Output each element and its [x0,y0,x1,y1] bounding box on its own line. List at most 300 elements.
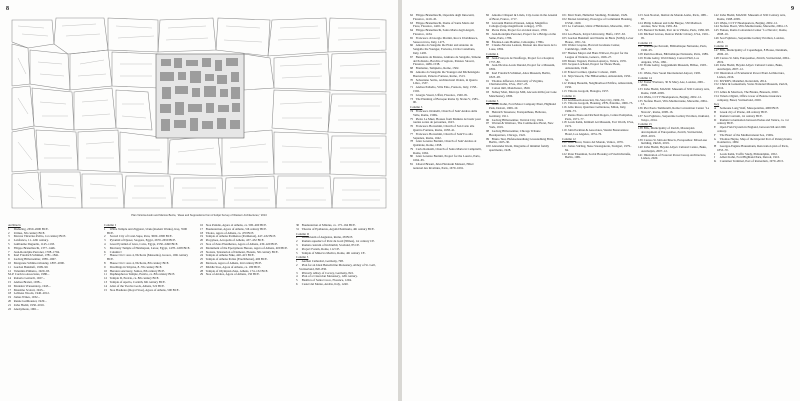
entry-number: 31 [296,226,300,231]
entry-text: Francesco Borromini, Church of Sant’Ivo alla Sapienza, Rome, 1642. [413,131,473,140]
entry-number: 10 [104,268,108,273]
entry-number: 94 [486,102,490,107]
entry-number: 4 [296,274,298,279]
column-heading: Column 5 [296,255,309,260]
entry-text: Karl Friedrich Schinkel, 1781–1841. [13,253,60,258]
list-item [714,95,792,103]
column-heading: Column 13 [638,40,652,45]
entry-text: Pyramid of Djoser, Saqqara, Egypt, 2670–2650 BCE. [109,238,176,243]
entry-number: 106 [562,43,567,48]
entry-text: Roman aqueduct of Pont du Gard (Nîmes), 1st century CE. [301,239,375,244]
entry-text: Christ & Gantenbein, Swiss National Museum, Zurich, 2016. [717,82,788,91]
entry-text: Valentina Pinheiro, 1929–93. [13,268,50,273]
caption-list [8,228,96,312]
entry-number: 108 [562,58,567,63]
entry-number: 9 [8,257,10,262]
entry-text: Column I [109,249,122,254]
entry-text: Gian Lorenzo Bernini, Project for the Louvre, Paris, 1664–65. [413,154,481,163]
entry-number: 20 [200,238,204,243]
entry-text: Stoions, Telesterion of Demeter, Eleusis, 5th century BCE. [205,249,279,254]
entry-text: Marcus Vitruvius Pollio, 1st century BCE. [13,234,67,239]
entry-number: 12 [104,276,108,281]
entry-number: 5 [296,278,298,283]
entry-number: 6 [104,249,106,254]
left-column-4 [296,224,390,396]
entry-number: 149 [714,63,719,68]
entry-text: Francesco Orsinelli, Church of Sant’Andrea della Valle, Rome, 1590s. [413,108,478,117]
entry-number: 119 [562,127,567,132]
entry-text: Heinrich Tessenow, Festspielhaus, Hellerau, Germany, 1911. [489,109,547,118]
entry-number: 124 [638,20,643,25]
entry-number: 10 [8,260,12,265]
left-column-3 [200,224,288,396]
entry-text: Gordon Bunshaft and Natalie de Blois (SOM), Lever House, 1951–52. [565,35,634,44]
entry-text: BIG, Municipality of Zurich, Masterplan development of Europaallee, Zurich, Switzerland, 2003–2019. [641,126,703,138]
entry-number: 91 [486,78,490,83]
entry-number: 1 [296,259,298,264]
entry-text: Filippo Brunelleschi, Ospedale degli Innocenti, Florence, 1419–45. [413,14,475,21]
entry-text: Étienne-Louis Boullée, Cénotaphe, 1780s. [491,39,545,44]
entry-number: M–P [8,272,15,277]
list-item [714,37,792,45]
entry-number: 130 [638,63,643,68]
entry-number: 139 [638,137,643,142]
entry-text: Container Terminal, Port of Rotterdam, 1970–2015. [719,159,784,164]
entry-number: 128 [638,51,643,56]
entry-text: James Stirling, Neue Staatsgalerie, Stuttgart, 1979–84. [565,144,632,152]
entry-text: Renée Gailhoustet, 1929–. [13,298,47,303]
entry-text: Aachen Cathedral, Germany, 798. [301,259,344,264]
entry-text: Daphnephoros Temple, Eretria, ca. 8th century BCE. [109,272,176,277]
entry-number: 9 [104,264,106,269]
figure-caption: Plan Victoria Austin and Marcos Berria, “Ideas and Suppositions from A Subjet Survey of Western Architectures,” 2013 [131,214,267,217]
entry-text: Cordova Associates, 1980–. [14,272,50,277]
entry-number: 110 [562,69,567,74]
list-item [104,289,192,293]
entry-number: 65 [410,35,414,40]
entry-text: MVRDV, Markthal, Rotterdam, 2014. [719,78,767,83]
entry-number: 88 [486,55,490,60]
entry-number: 135 [638,98,643,103]
entry-number: 21 [8,302,12,307]
entry-text: Ludwig Hilberseimer, 1885–1967. [13,257,57,262]
entry-text: BIG, Municipality of Copenhagen, 8 House, Denmark, 2006–10. [717,48,788,56]
entry-number: 87 [486,43,490,48]
right-column-4 [638,14,710,397]
entry-number: 15 [8,279,12,284]
entry-number: 145 [714,28,719,33]
entry-number: 82 [486,14,490,17]
entry-text: Mausoleum of Augustus, Rome, 28 BCE. [301,235,354,240]
entry-number: 92 [486,86,490,91]
entry-text: Mauro Vegezzi, Pontoon Anoiyo, Venice, 1935. [567,58,627,63]
entry-number: 152 [714,82,719,87]
entry-text: Temple of Minerva Medica, Rome, 4th century CE. [301,250,366,255]
entry-text: Valerio Olgiati, Office tower of Baloise insurance company, Basel, Switzerland, 2020. [717,93,782,102]
entry-number: 77 [410,131,414,136]
entry-text: Bernard Tschumi, Parc de la Villette, Paris, 1982–98. [643,28,710,33]
entry-number: 109 [562,62,567,67]
entry-text: Filippo Brunelleschi, 1377–1446. [13,245,56,250]
entry-text: Archizoom Associati, No-Stop City, 1969–72. [567,97,625,102]
entry-text: Bouleuterion, Agora of Athens, 5th century BCE. [205,226,267,231]
list-item [486,44,558,52]
entry-text: Dwellings in Smyrna, 8–7th century BCE. [109,264,163,269]
entry-number: 126 [638,31,643,36]
entry-number: 120 [562,140,567,145]
entry-number: 144 [714,24,719,29]
entry-text: Anonymous, 1961–. [13,306,39,311]
entry-number: A [714,106,717,111]
entry-number: 74 [410,108,414,113]
entry-text: Thomas Jefferson, University of Virginia, Charlottesville, USA, 1817–25. [489,78,544,87]
entry-text: Warren & Wetmore, The Commodore Hotel, New York, 1919. [489,121,554,130]
entry-text: Leo Baeck, Kiryat University, Haifa, 1957–63. [567,31,626,36]
right-column-2 [486,14,558,397]
entry-text: Cotton mill, Manchester, 1820. [491,86,531,91]
entry-number: 23 [200,249,204,254]
entry-text: Jean Nouvel, Institut du Monde Arabe, Paris, 1981–87. [641,14,709,21]
entry-text: Karl Friedrich Schinkel, Altes Museum, Berlin, 1823–28. [489,70,551,79]
list-item [8,308,96,312]
entry-text: Lanfranco, 11–12th century. [13,238,49,243]
entry-number: 99 [486,136,490,141]
entry-text: Filippo Brunelleschi, Santa Maria degli Angeli, Florence, 1434. [413,28,475,36]
entry-text: Lebbeus Woods, 1940–2012. [13,291,50,296]
entry-number: 134 [638,94,643,99]
entry-number: 3 [296,270,298,275]
entry-number: 2 [8,230,10,235]
entry-text: Stoa of Attalos, Agora of Athens, 150 BCE. [205,272,260,277]
entry-text: Roberto Gottardi, 1927–. [13,276,45,281]
entry-text: Le Corbusier, Unité d’Habitation, Marseille, 1947–52. [565,24,632,33]
entry-text: Aldo Rossi, Teatro del Mondo, Venice, 1979. [567,140,624,145]
entry-number: 107 [562,50,567,55]
entry-text: Giovanni Battista Piranesi, Ampio Magnifico Collegio (large magnificent college), 1750. [489,20,548,29]
entry-text: Theatre of Epidaurus, Argolid Peninsula, 4th century BCE. [301,226,375,231]
entry-number: G [714,136,717,141]
entry-text: John Portman & Associates, Westin Bonaventure Hotel, Los Angeles, 1974–76. [565,127,629,136]
entry-text: Roman Colonization between Padua and Venice, ca. 1st century BCE. [717,117,789,126]
site-plan-drawing [8,14,390,212]
entry-text: Fuksas, Roma Convention Center ‘La Nuvola’, Rome, 2008–16. [717,28,788,36]
entry-text: Aldo Rossi, Quartiere Gallaratese, Milan, Italy, 1969–73. [565,105,627,113]
right-column-1 [410,14,482,397]
entry-number: 66 [410,43,414,48]
entry-text: Louis Kahn, Traffic Study, Philadelphia, 1952. [719,151,778,156]
entry-text: Bouleuterion of Miletus, ca. 175–164 BCE. [301,224,356,227]
entry-number: 104 [562,31,567,36]
entry-number: 3 [104,238,106,243]
entry-text: Gian Lorenzo Bernini, Church of Sant’Andrea al Quirinale, Rome, 1658. [413,139,477,148]
entry-number: 11 [104,272,107,277]
entry-number: 121 [562,144,567,149]
entry-number: 5 [104,245,106,250]
entry-number: 75 [410,116,414,121]
entry-number: 96 [486,117,490,122]
entry-text: Castel del Monte, Andria, Italy, 1240. [301,281,349,286]
entry-number: D [714,117,717,122]
column-heading: Column 11 [562,93,576,98]
left-column-2 [104,224,192,396]
entry-text: Stefano Boeri, Villa Mediterranée, Marseille, 2004–13. [719,24,789,29]
entry-number: 81 [410,162,414,167]
entry-number: 131 [638,70,643,75]
page-number: 8 [6,6,9,12]
entry-number: 71 [410,85,414,90]
entry-number: 137 [638,113,643,118]
entry-number: 2 [296,262,298,267]
entry-text: Middle Stoa, Agora of Athens, ca. 180 BCE. [205,264,261,269]
entry-number: 18 [200,230,204,235]
entry-text: Zaha Hadid, Heydar Aliyev Cultural Centre, Baku, Azerbaijan, 2007–12. [717,63,783,72]
entry-number: 147 [714,48,719,53]
entry-text: Antonio da Sangallo the Elder and Antonio da Sangallo the Younger, Fortezza, Civita Castellana, Italy, 1495. [413,43,476,55]
list-item [714,160,792,164]
entry-number: 6 [296,281,298,286]
entry-number: 18 [8,291,12,296]
entry-text: Illustration of Forecast Power Group Architecture, Lisbon, 2020. [641,152,707,161]
entry-number: 132 [638,79,643,84]
entry-text: Francesco Borromini, Church of San Carlo alle Quattro Fontane, Rome, 1638–41. [413,124,475,132]
entry-text: Roman Castrum, 1st century BCE. [719,113,763,118]
entry-number: K [714,159,717,164]
entry-number: 141 [638,152,643,157]
entry-number: 93 [486,89,490,94]
entry-text: Antonio Chiaperi & Linda, City-Gates in the Arsenal of Brest, France, 1717. [489,14,558,21]
entry-text: Sacred City of Caral-Supe, Peru, 3000–1800 BCE. [109,234,173,239]
entry-number: 16 [8,283,12,288]
entry-number: 148 [714,55,719,60]
entry-number: 2 [104,234,106,239]
entry-text: Mortuary Temple of Hatshepsut, Luxor, Egypt, 1478–1458 BCE. [109,245,191,250]
left-column-1 [8,224,96,396]
entry-text: Stoa Poikile, Agora of Athens, ca. 500–460 BCE. [205,224,267,227]
entry-number: E [714,125,716,130]
entry-number: 154 [714,93,719,98]
entry-text: Sou Fujimoto, Serpentine Gallery Pavilion, Oakland, Tokyo, 2014. [641,113,710,122]
entry-text: Zaha Hadid, MAXXI: Museum of XXI Century Arts, Rome, 1998–2009. [641,87,710,95]
entry-text: Heraion sanctuary, Samos, 8th century BCE. [109,268,166,273]
entry-number: 17 [200,226,204,231]
entry-number: 103 [562,24,567,29]
entry-number: 123 [638,14,643,17]
entry-number: 136 [638,106,643,111]
entry-number: 17 [8,287,12,292]
entry-text: James Wines, 1932–. [13,295,40,300]
entry-number: 3 [8,234,10,239]
entry-number: 4 [296,246,298,251]
entry-number: 89 [486,63,490,68]
column-heading: Key [714,102,720,107]
entry-text: Claude-Nicolas Ledoux, Maison des directeurs de la Loue, 1804. [489,43,557,52]
entry-number: 24 [200,253,204,258]
entry-number: 117 [562,112,567,117]
entry-number: 114 [562,97,567,102]
entry-number: 11 [8,264,11,269]
entry-text: Jean-Nicolas-Louis Durand, Project for a Museum, 1802. [489,63,556,72]
entry-text: Ictinus, 5th century BCE. [13,230,46,235]
entry-number: 19 [200,234,204,239]
entry-text: Frank Gehry, Walt Disney Concert Hall, Los Angeles, USA, 1991. [641,55,699,64]
column-heading: Column II [296,231,309,236]
entry-number: 125 [638,28,643,33]
entry-number: 150 [714,70,719,75]
entry-number: 67 [410,54,414,59]
entry-text: White Temple and Ziggurat, Uruk (modern Warka), Iraq, 3500 BCE. [107,226,188,235]
entry-text: Renzo Piano and Richard Rogers, Centre Pompidou, Paris, 1971–77. [565,112,633,121]
entry-text: Temple of Athena Parthenos (Parthenon), 447–432 BCE. [205,234,277,239]
list-item [410,163,482,171]
entry-text: Foster+Partners, 30 St Mary Axe, London, 2001–2004. [641,79,706,88]
entry-text: Andrea Palladio, Villa Emo, Fanzolo, Italy, 1558–1565. [413,85,478,93]
caption-list [410,14,482,171]
entry-text: Plan for an Ideal Benedictine Monastery, Abbey of St. Gall, Switzerland, 820–830. [299,262,376,271]
entry-number: 146 [714,35,719,40]
entry-text: Walter Gropius, Harvard Graduate Center, Cambridge, 1948–50. [565,43,621,52]
entry-text: Vittorio Gregotti, Housing, ZEN, Palermo, 1969–73. [567,101,634,106]
entry-text: Sou Fujimoto, Serpentine Gallery Pavilion, London, 2013. [717,35,785,44]
list-item [296,283,390,287]
entry-number: 85 [486,31,490,36]
right-column-5 [714,14,792,397]
right-column-3 [562,14,634,397]
entry-text: Dadazing, 2650–2600 BCE. [13,226,49,231]
entry-text: Bruno Taut, Hufeisensiedlung Grossiedlung Britz, Berlin, 1925–30. [489,136,554,145]
entry-number: J [714,155,716,160]
caption-list [486,14,558,153]
entry-text: Margarete Schütte-Lihotzky, 1897–2000. [13,260,65,265]
entry-number: 29 [200,272,204,277]
entry-text: Francesco di Giorgio Martini, Rocca Ubaldinesca, Sassocorvaro, Italy, 1475. [413,35,479,44]
entry-number: 12 [8,268,12,273]
entry-number: 98 [486,128,490,133]
entry-number: 129 [638,55,643,60]
entry-number: 111 [562,73,567,78]
entry-text: Andrea Branzi, 1938–. [13,279,42,284]
entry-text: Project Forum, Rome, 112 CE. [301,246,341,251]
entry-text: Moisei Ginzburg, Prototype of Communal Housing, USSR, 1929. [565,16,633,25]
list-item [562,153,634,161]
entry-number: 115 [562,101,567,106]
entry-number: 63 [410,20,414,25]
entry-number: 116 [562,105,567,110]
entry-text: Stoa Basileios (Royal Stoa), Agora of Athens, 500 BCE. [109,287,180,292]
entry-text: Pankaj Beaudin, Neighborhood Edifice, Amsterdam, 1950. [565,81,633,90]
entry-number: 118 [562,120,567,125]
caption-list [562,14,634,160]
entry-text: Gordon Bunshaft, 1909–90. [13,264,49,269]
entry-text: Ernest Cormier, Quebec Cabaret, 1948. [567,69,617,74]
entry-text: Temple of Athena Polias (Erechtheion), 406 BCE. [205,257,268,262]
caption-list [714,14,792,164]
entry-text: Temple of Apollo, Corinth, 6th century BCE. [109,279,166,284]
entry-text: Open Field System in England, between 9th and 20th century. [717,125,786,133]
list-item [296,252,390,256]
column-heading: Architects [8,224,21,227]
entry-number: 127 [638,44,643,49]
entry-text: Propylaea, Acropolis of Athens, 437–432 BCE. [205,238,265,243]
entry-text: Metroon, Agora of Athens, 2nd century BCE. [205,260,263,265]
entry-text: Mart Stam, Hellerhof Siedlung, Frankfurt, 1929. [567,14,628,17]
entry-number: H [714,144,717,149]
entry-text: Princely Abbey of Corvey, Germany, 822. [301,270,354,275]
entry-text: Caruso St John Architects, Europaallee: Mixed-use building, Zürich, 2019. [641,137,708,146]
entry-number: 7 [8,249,10,254]
entry-text: Stijn Snoeck, The Hilberseimer, Amsterdam, 1950–52. [565,73,632,82]
entry-text: OMA, New Seoul International Airport, 1995. [643,70,702,75]
entry-text: House I in C area 4, Nichoria, 8th century BCE. [109,260,170,265]
entry-text: Someone Long Wolf, Mesopotamia, 4000 BCE. [719,106,780,111]
entry-number: 1 [8,226,10,231]
entry-number: 122 [562,151,567,156]
central-plan-cluster [156,54,244,138]
entry-number: 7 [104,253,106,258]
entry-number: 64 [410,28,414,33]
entry-number: 80 [410,154,414,159]
entry-text: Illustration of Ecumenical Power Plant Architecture, Lisbon, 2016. [717,70,785,79]
entry-text: Thomas Heyne, Map of the Imperial Port of Pennsylvania in America, 1682. [717,136,792,145]
caption-list [638,14,710,161]
column-heading: Column 15 [638,122,652,127]
entry-text: Guillaume Duguelle, 1145–1193. [13,241,55,246]
entry-text: Alexander Klein, Diagrams of minimal family apartments, 1928. [489,144,549,152]
entry-text: Benedetto da Maiano, Giuliano da Sangallo, Simone del Pollaiolo, Bacchio d’Agnolo, Palazzo Strozzi, Florence, 1489–1538. [413,54,481,67]
entry-text: Temple D, Eretria, ca. 8th century BCE. [109,276,160,281]
entry-number: 28 [200,268,204,273]
entry-number: 1 [296,235,298,240]
entry-number: 100 [486,144,491,149]
entry-text: Filippo Brunelleschi, Dome of Santa Maria del Fiore, Florence, 1420–36. [413,20,474,29]
column-heading: Column 16 [714,44,728,49]
entry-number: I [714,151,716,156]
column-heading: Column 12 [562,136,576,141]
entry-number: 13 [104,279,108,284]
entry-number: 102 [562,16,567,21]
entry-text: Caruso St John, Europaallee, Zürich, Switzerland, 2004–2019. [717,55,791,64]
list-item [486,145,558,153]
entry-number: 8 [8,253,10,258]
entry-text: Albert Kahn, Ford Motor Company Plant, Highland Park, Detroit, 1909–10. [489,102,556,111]
entry-text: Philip Johnson and John Burgee, 550 Madison Avenue, New York, 1981–84. [641,20,702,29]
entry-text: Pier Paolo Tamburelli, Roma Convention Center ‘La Nuvola’, Rome, 2008–16. [641,106,710,114]
entry-number: 90 [486,70,490,75]
entry-text: Pietro Le Muet, Houses from Manière de bastir pour touttes sortes de personnes, 1623. [413,116,481,125]
entry-number: 105 [562,35,567,40]
entry-number: 70 [410,77,414,82]
entry-number: 2 [296,239,298,244]
entry-text: Liberal Bruant, Jules Hardouin Mansart, Hôtel national des Invalides, Paris, 1670–1691. [413,162,474,170]
entry-text: Zaha Hadid, 1950–2016. [13,302,45,307]
entry-text: Antonio da Sangallo the Younger and Michelangelo Buonarroti, Palazzo Farnese, Rome, 1513. [413,69,480,78]
right-page [402,0,800,401]
entry-number: 3 [296,242,298,247]
entry-number: 14 [104,283,108,288]
entry-text: Jean-Rodolphe Perronet, Project for a Bridge on the Seine, Paris, 1786. [489,31,557,40]
entry-number: 101 [562,14,567,17]
entry-text: Monument of the Eponymous Heroes, Agora of Athens, 400 BCE. [205,245,288,250]
entry-number: 151 [714,78,719,83]
entry-text: The Heart of the Mediterranean Sea, 1500s. [719,132,774,137]
list-item [410,98,482,106]
entry-number: 69 [410,69,414,74]
entry-text: Ludwig Hilberseimer, Vertical City, 1924. [491,117,544,122]
entry-text: Jean-Rodolphe Perronet, 1708–1794. [13,249,60,254]
entry-text: Carlo Rainaldi, Church of Santa Maria in Campitelli, Rome, 1662. [413,146,482,155]
entry-number: 27 [200,264,204,269]
entry-number: 15 [104,287,108,292]
entry-number: C [714,113,717,118]
